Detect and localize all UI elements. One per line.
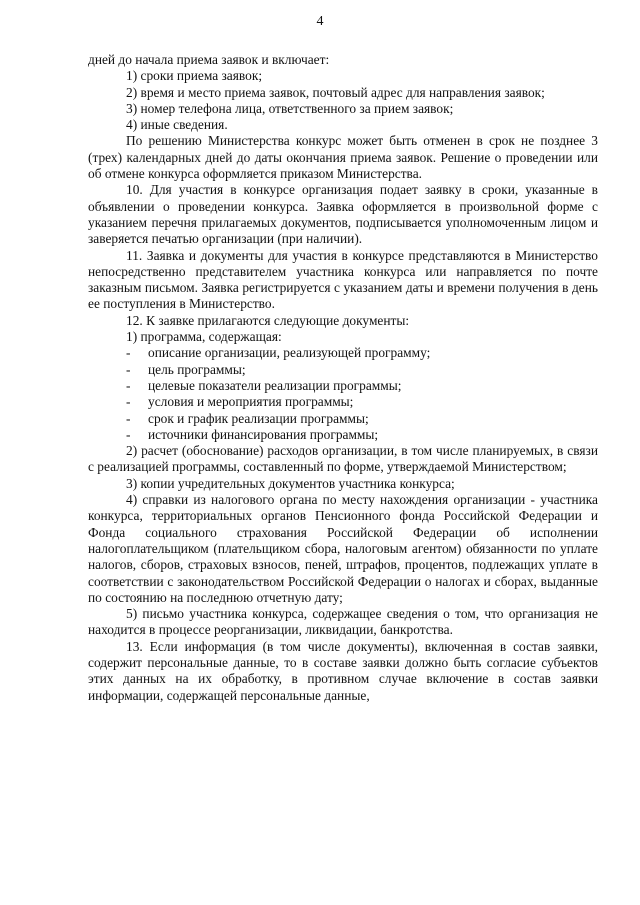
paragraph-11: 11. Заявка и документы для участия в конкурсе представляются в Министерство непосредственно представителем участника конкурса или направляется по почте заказным письмом. Заявка регистрируется с указанием даты и времени получения в день ее поступления в Министерство. <box>88 247 598 312</box>
list-item-1: 1) сроки приема заявок; <box>126 68 263 84</box>
list-item-program: 1) программа, содержащая: <box>126 329 282 345</box>
paragraph-10: 10. Для участия в конкурсе организация подает заявку в сроки, указанные в объявлении о проведении конкурса. Заявка оформляется в произвольной форме с указанием перечня прилагаемых документов, подписывается уполномоченным лицом и заверяется печатью организации (при наличии). <box>88 182 598 247</box>
list-item-tax-certificates: 4) справки из налогового органа по месту нахождения организации - участника конкурса, территориальных органов Пенсионного фонда Российской Федерации и Фонда социального страхования Российской Федерации об исполнении налогоплательщиком (плательщиком сбора, налоговым агентом) обязанности по уплате налогов, сборов, страховых взносов, пеней, штрафов, процентов, подлежащих уплате в соответствии с законодательством Российской Федерации о налогах и сборах, выданные по состоянию на последнюю отчетную дату; <box>88 492 598 605</box>
list-item-2: 2) время и место приема заявок, почтовый адрес для направления заявок; <box>126 84 545 100</box>
bullet-item: - целевые показатели реализации программы; <box>126 377 402 393</box>
bullet-item: - срок и график реализации программы; <box>126 410 369 426</box>
list-item-letter: 5) письмо участника конкурса, содержащее сведения о том, что организация не находится в процессе реорганизации, ликвидации, банкротства. <box>88 606 598 638</box>
list-item-charter-copies: 3) копии учредительных документов участника конкурса; <box>126 475 455 491</box>
page-number: 4 <box>316 14 324 29</box>
list-item-calculation: 2) расчет (обоснование) расходов организации, в том числе планируемых, в связи с реализацией программы, составленный по форме, утверждаемой Министерством; <box>88 443 598 475</box>
paragraph-cancellation: По решению Министерства конкурс может быть отменен в срок не позднее 3 (трех) календарных дней до даты окончания приема заявок. Решение о проведении или об отмене конкурса оформляется приказом Министерства. <box>88 133 598 182</box>
paragraph-12: 12. К заявке прилагаются следующие документы: <box>126 312 410 328</box>
bullet-item: - описание организации, реализующей программу; <box>126 345 431 361</box>
bullet-item: - цель программы; <box>126 361 246 377</box>
document-body <box>88 52 598 704</box>
paragraph-13: 13. Если информация (в том числе документы), включенная в состав заявки, содержит персональные данные, то в составе заявки должно быть согласие субъектов этих данных на их обработку, в противном случае включение в состав заявки информации, содержащей персональные данные, <box>88 638 598 703</box>
paragraph-continuation: дней до начала приема заявок и включает: <box>88 52 330 67</box>
bullet-item: - условия и мероприятия программы; <box>126 394 354 410</box>
list-item-3: 3) номер телефона лица, ответственного за прием заявок; <box>126 100 454 116</box>
list-item-4: 4) иные сведения. <box>126 117 228 133</box>
bullet-item: - источники финансирования программы; <box>126 426 379 442</box>
